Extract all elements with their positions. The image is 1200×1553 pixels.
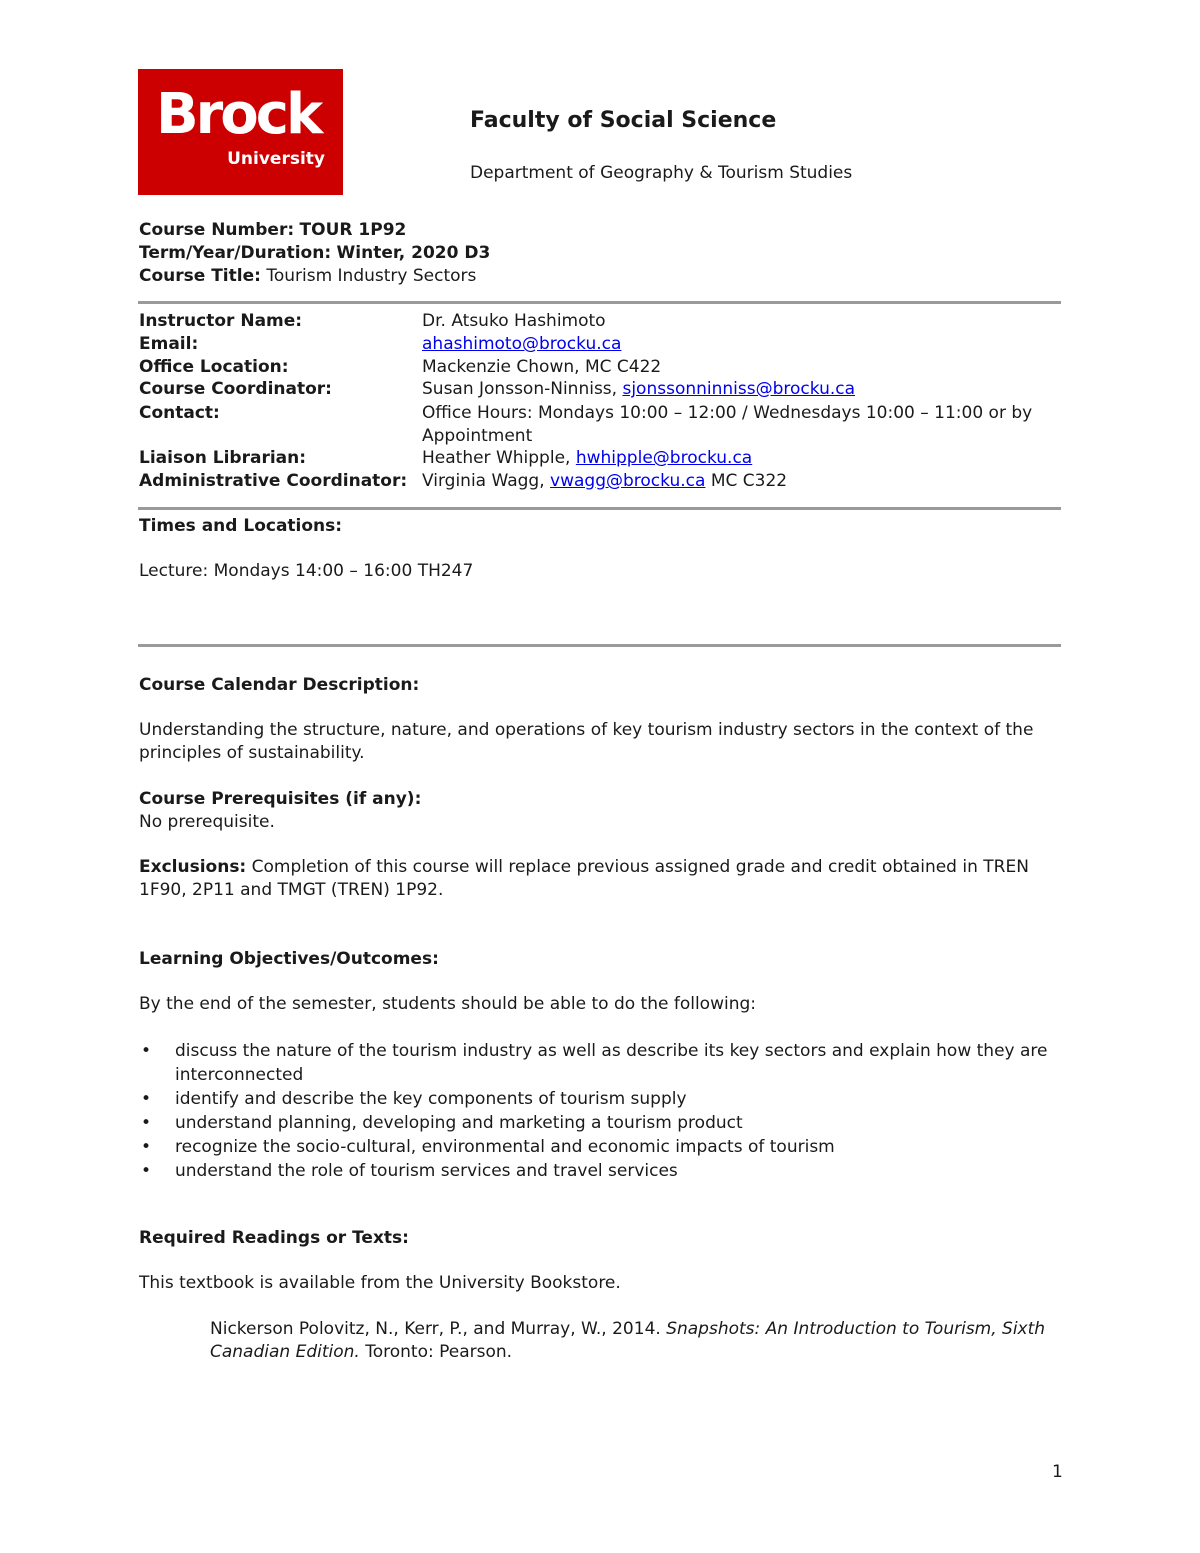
admin-room: MC C322 [705,471,788,491]
prereq-heading: Course Prerequisites (if any): [139,789,422,809]
page-number: 1 [1052,1462,1063,1482]
course-term-label: Term/Year/Duration: [139,243,332,263]
department-name: Department of Geography & Tourism Studies [470,163,853,183]
list-item: • understand planning, developing and marketing a tourism product [141,1113,743,1133]
course-title-label: Course Title: [139,266,261,286]
librarian-name: Heather Whipple, [422,448,576,468]
exclusions-label: Exclusions: [139,857,247,877]
divider [138,644,1061,647]
coordinator-name: Susan Jonsson-Ninniss, [422,379,623,399]
lecture-time: Lecture: Mondays 14:00 – 16:00 TH247 [139,561,474,581]
office-value: Mackenzie Chown, MC C422 [422,357,662,377]
readings-intro: This textbook is available from the University Bookstore. [139,1273,621,1293]
bullet-icon: • [141,1089,152,1109]
librarian-email-link[interactable]: hwhipple@brocku.ca [575,448,753,468]
bullet-icon: • [141,1137,152,1157]
calendar-heading: Course Calendar Description: [139,675,420,695]
office-hours: Office Hours: Mondays 10:00 – 12:00 / Wednesdays 10:00 – 11:00 or by Appointment [422,403,1033,446]
librarian-value [422,447,1062,470]
logo-wordmark: Brock [156,82,321,147]
divider [138,507,1061,510]
brock-university-logo [138,69,343,195]
course-number-label: Course Number: [139,220,295,240]
list-item: • recognize the socio-cultural, environmental and economic impacts of tourism [141,1137,835,1157]
instructor-label: Instructor Name: [139,311,303,331]
bullet-icon: • [141,1113,152,1133]
list-item: • identify and describe the key components of tourism supply [141,1089,687,1109]
objectives-intro: By the end of the semester, students should be able to do the following: [139,994,757,1014]
course-number-value: TOUR 1P92 [299,220,407,240]
list-item: • discuss the nature of the tourism industry as well as describe its key sectors and explain how they are interconnected [141,1041,1048,1085]
prereq-text: No prerequisite. [139,812,275,832]
instructor-value: Dr. Atsuko Hashimoto [422,311,606,331]
objectives-heading: Learning Objectives/Outcomes: [139,949,439,969]
ref-title: Snapshots: An Introduction to Tourism, Sixth Canadian Edition. [210,1319,1046,1362]
textbook-reference [210,1318,1060,1364]
instructor-email-link[interactable]: ahashimoto@brocku.ca [422,334,622,354]
divider [138,301,1061,304]
bullet-icon: • [141,1041,152,1061]
course-term [139,242,490,265]
ref-authors: Nickerson Polovitz, N., Kerr, P., and Murray, W., 2014. [210,1319,667,1339]
coordinator-email-link[interactable]: sjonssonninniss@brocku.ca [622,379,856,399]
course-title-value: Tourism Industry Sectors [266,266,477,286]
librarian-label: Liaison Librarian: [139,448,307,468]
faculty-title: Faculty of Social Science [470,108,777,133]
admin-name: Virginia Wagg, [422,471,551,491]
exclusions-text: Completion of this course will replace previous assigned grade and credit obtained in TREN 1F90, 2P11 and TMGT (TREN) 1P92. [139,857,1029,900]
contact-label: Contact: [139,403,220,423]
course-title [139,265,476,288]
admin-email-link[interactable]: vwagg@brocku.ca [550,471,706,491]
calendar-description: Understanding the structure, nature, and operations of key tourism industry sectors in the context of the principles of sustainability. [139,720,1034,763]
times-heading: Times and Locations: [139,516,343,536]
logo-subtitle: University [227,149,325,169]
readings-heading: Required Readings or Texts: [139,1228,409,1248]
email-label: Email: [139,334,199,354]
coordinator-label: Course Coordinator: [139,379,332,399]
course-number [139,219,406,242]
office-label: Office Location: [139,357,289,377]
admin-label: Administrative Coordinator: [139,471,408,491]
objectives-list [139,1039,1064,1183]
email-value [422,333,1062,356]
bullet-icon: • [141,1161,152,1181]
course-term-value: Winter, 2020 D3 [336,243,491,263]
coordinator-value [422,378,1062,401]
exclusions [139,856,1064,902]
ref-publisher: Toronto: Pearson. [359,1342,513,1362]
list-item: • understand the role of tourism services and travel services [141,1161,678,1181]
admin-value [422,470,1062,493]
